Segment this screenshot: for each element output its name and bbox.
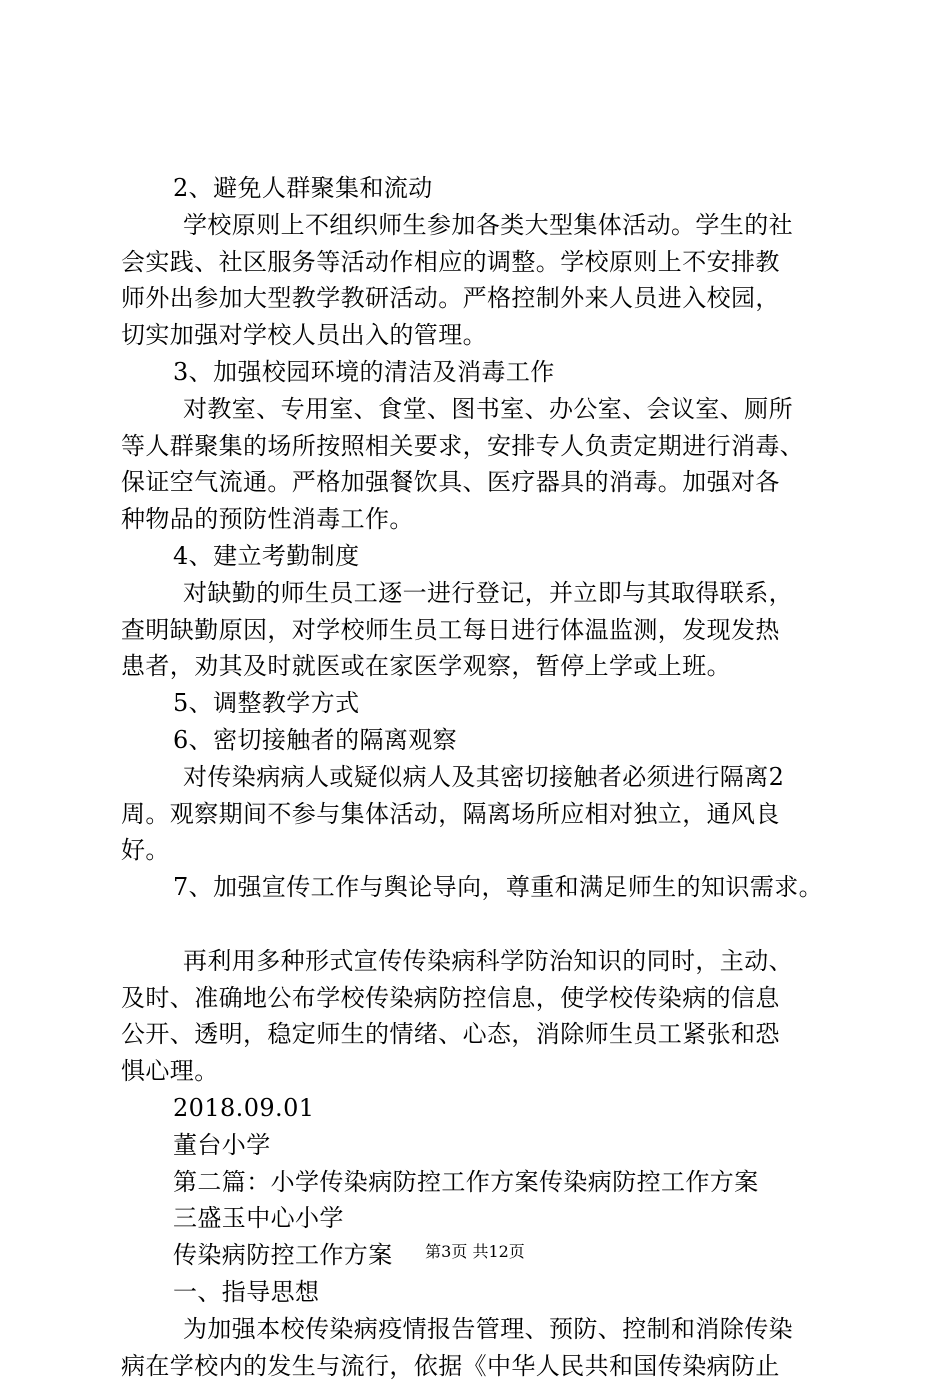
blank-line bbox=[121, 906, 841, 943]
paragraph-line: 对教室、专用室、食堂、图书室、办公室、会议室、厕所 bbox=[121, 391, 841, 428]
page-number: 第3页 共12页 bbox=[0, 1242, 950, 1262]
paragraph-line: 周。观察期间不参与集体活动，隔离场所应相对独立，通风良 bbox=[121, 796, 841, 833]
paragraph-line: 公开、透明，稳定师生的情绪、心态，消除师生员工紧张和恐 bbox=[121, 1016, 841, 1053]
paragraph-line: 学校原则上不组织师生参加各类大型集体活动。学生的社 bbox=[121, 207, 841, 244]
school-name: 三盛玉中心小学 bbox=[121, 1200, 841, 1237]
paragraph-line: 对缺勤的师生员工逐一进行登记，并立即与其取得联系， bbox=[121, 575, 841, 612]
paragraph-line: 保证空气流通。严格加强餐饮具、医疗器具的消毒。加强对各 bbox=[121, 464, 841, 501]
section-heading: 2、避免人群聚集和流动 bbox=[121, 170, 841, 207]
chapter-title: 第二篇：小学传染病防控工作方案传染病防控工作方案 bbox=[121, 1164, 841, 1201]
paragraph-line: 等人群聚集的场所按照相关要求，安排专人负责定期进行消毒、 bbox=[121, 428, 841, 465]
section-heading: 一、指导思想 bbox=[121, 1274, 841, 1311]
school-name: 董台小学 bbox=[121, 1127, 841, 1164]
paragraph-line: 及时、准确地公布学校传染病防控信息，使学校传染病的信息 bbox=[121, 980, 841, 1017]
section-heading: 5、调整教学方式 bbox=[121, 685, 841, 722]
paragraph-line: 会实践、社区服务等活动作相应的调整。学校原则上不安排教 bbox=[121, 244, 841, 281]
paragraph-line: 患者，劝其及时就医或在家医学观察，暂停上学或上班。 bbox=[121, 648, 841, 685]
section-heading: 7、加强宣传工作与舆论导向，尊重和满足师生的知识需求。 bbox=[121, 869, 841, 906]
paragraph-line: 师外出参加大型教学教研活动。严格控制外来人员进入校园， bbox=[121, 280, 841, 317]
section-heading: 6、密切接触者的隔离观察 bbox=[121, 722, 841, 759]
paragraph-line: 对传染病病人或疑似病人及其密切接触者必须进行隔离2 bbox=[121, 759, 841, 796]
paragraph-line: 为加强本校传染病疫情报告管理、预防、控制和消除传染 bbox=[121, 1311, 841, 1348]
paragraph-line: 好。 bbox=[121, 832, 841, 869]
document-body bbox=[121, 170, 841, 1384]
section-heading: 4、建立考勤制度 bbox=[121, 538, 841, 575]
paragraph-line: 切实加强对学校人员出入的管理。 bbox=[121, 317, 841, 354]
paragraph-line: 查明缺勤原因，对学校师生员工每日进行体温监测，发现发热 bbox=[121, 612, 841, 649]
paragraph-line: 病在学校内的发生与流行，依据《中华人民共和国传染病防止 bbox=[121, 1348, 841, 1384]
document-title: 传染病防控工作方案 bbox=[121, 1237, 841, 1274]
paragraph-line: 再利用多种形式宣传传染病科学防治知识的同时，主动、 bbox=[121, 943, 841, 980]
section-heading: 3、加强校园环境的清洁及消毒工作 bbox=[121, 354, 841, 391]
document-date: 2018.09.01 bbox=[121, 1090, 841, 1127]
paragraph-line: 种物品的预防性消毒工作。 bbox=[121, 501, 841, 538]
paragraph-line: 惧心理。 bbox=[121, 1053, 841, 1090]
